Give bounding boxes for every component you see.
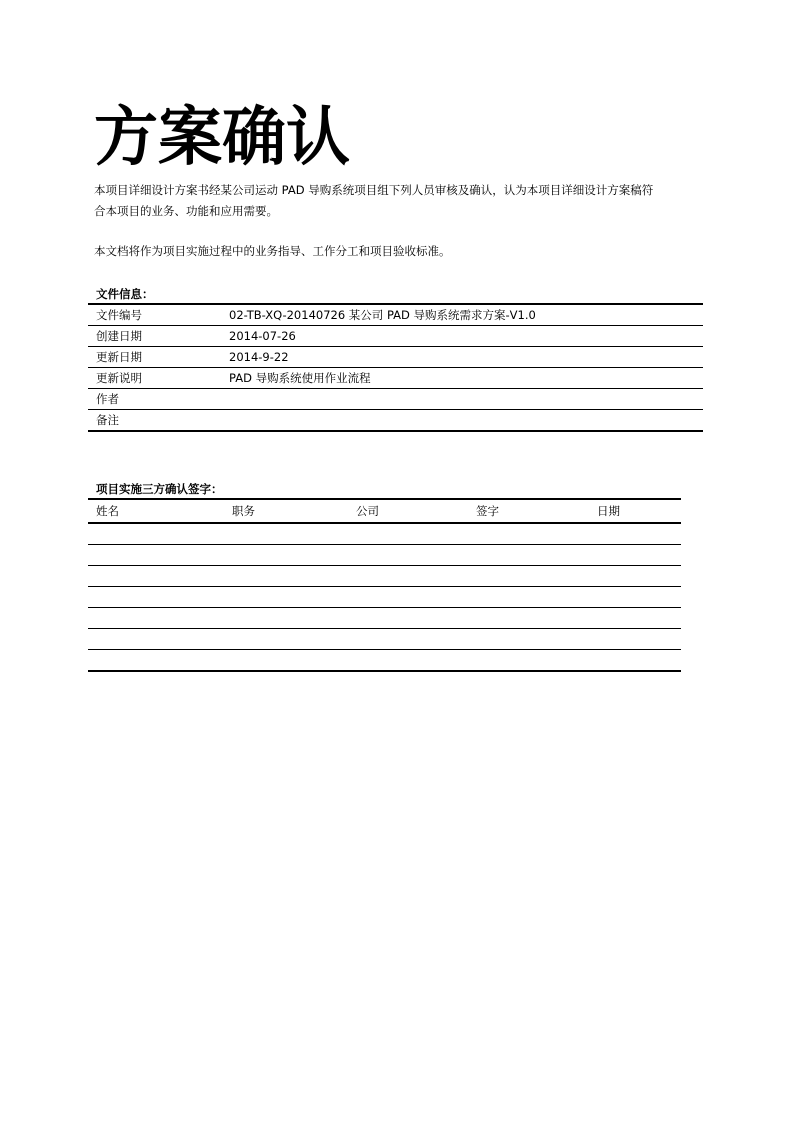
file-info-table (88, 303, 703, 432)
signoff-cell (468, 650, 589, 672)
file-info-value (221, 410, 703, 432)
table-row (88, 587, 681, 608)
signoff-heading: 项目实施三方确认签字： (96, 482, 223, 496)
signoff-cell (348, 587, 468, 608)
signoff-cell (468, 629, 589, 650)
signoff-cell (589, 587, 681, 608)
intro-paragraph (94, 180, 694, 222)
signoff-cell (88, 608, 224, 629)
usage-statement: 本文档将作为项目实施过程中的业务指导、工作分工和项目验收标准。 (94, 244, 451, 258)
signoff-cell (224, 566, 348, 587)
intro-line-1: 本项目详细设计方案书经某公司运动 PAD 导购系统项目组下列人员审核及确认，认为本项目详细设计方案稿符 (94, 183, 654, 197)
signoff-cell (88, 545, 224, 566)
signoff-cell (224, 523, 348, 545)
file-info-label: 创建日期 (88, 326, 221, 347)
signoff-cell (468, 545, 589, 566)
signoff-cell (589, 545, 681, 566)
table-row (88, 650, 681, 672)
file-info-label: 文件编号 (88, 304, 221, 326)
column-header-company: 公司 (348, 499, 468, 523)
column-header-name: 姓名 (88, 499, 224, 523)
column-header-signature: 签字 (468, 499, 589, 523)
signoff-cell (348, 650, 468, 672)
table-row (88, 523, 681, 545)
table-row (88, 566, 681, 587)
signoff-cell (468, 587, 589, 608)
signoff-cell (88, 629, 224, 650)
signoff-cell (224, 608, 348, 629)
signoff-cell (88, 566, 224, 587)
table-row (88, 368, 703, 389)
signoff-table (88, 498, 681, 672)
signoff-cell (348, 608, 468, 629)
file-info-heading: 文件信息： (96, 287, 154, 301)
file-info-value: 2014-07-26 (221, 326, 703, 347)
file-info-label: 作者 (88, 389, 221, 410)
table-row (88, 304, 703, 326)
signoff-cell (468, 566, 589, 587)
signoff-cell (88, 650, 224, 672)
table-row (88, 410, 703, 432)
file-info-label: 更新说明 (88, 368, 221, 389)
signoff-cell (589, 629, 681, 650)
signoff-cell (224, 545, 348, 566)
intro-line-2: 合本项目的业务、功能和应用需要。 (94, 204, 278, 218)
column-header-position: 职务 (224, 499, 348, 523)
signoff-cell (589, 523, 681, 545)
table-row (88, 347, 703, 368)
signoff-cell (589, 650, 681, 672)
file-info-value (221, 389, 703, 410)
signoff-cell (348, 566, 468, 587)
table-row (88, 629, 681, 650)
file-info-label: 备注 (96, 413, 119, 427)
signoff-cell (348, 545, 468, 566)
table-row (88, 389, 703, 410)
signoff-cell (224, 629, 348, 650)
page-title: 方案确认 (94, 101, 350, 175)
file-info-value: PAD 导购系统使用作业流程 (221, 368, 703, 389)
column-header-date: 日期 (589, 499, 681, 523)
signoff-cell (589, 566, 681, 587)
signoff-cell (589, 608, 681, 629)
file-info-value: 2014-9-22 (221, 347, 703, 368)
signoff-cell (88, 587, 224, 608)
signoff-cell (468, 523, 589, 545)
signoff-cell (88, 523, 224, 545)
signoff-cell (348, 523, 468, 545)
signoff-cell (468, 608, 589, 629)
signoff-header-row (88, 499, 681, 523)
signoff-cell (348, 629, 468, 650)
signoff-cell (224, 587, 348, 608)
file-info-label: 更新日期 (88, 347, 221, 368)
table-row (88, 545, 681, 566)
file-info-value: 02-TB-XQ-20140726 某公司 PAD 导购系统需求方案-V1.0 (221, 304, 703, 326)
signoff-cell (224, 650, 348, 672)
table-row (88, 608, 681, 629)
table-row (88, 326, 703, 347)
